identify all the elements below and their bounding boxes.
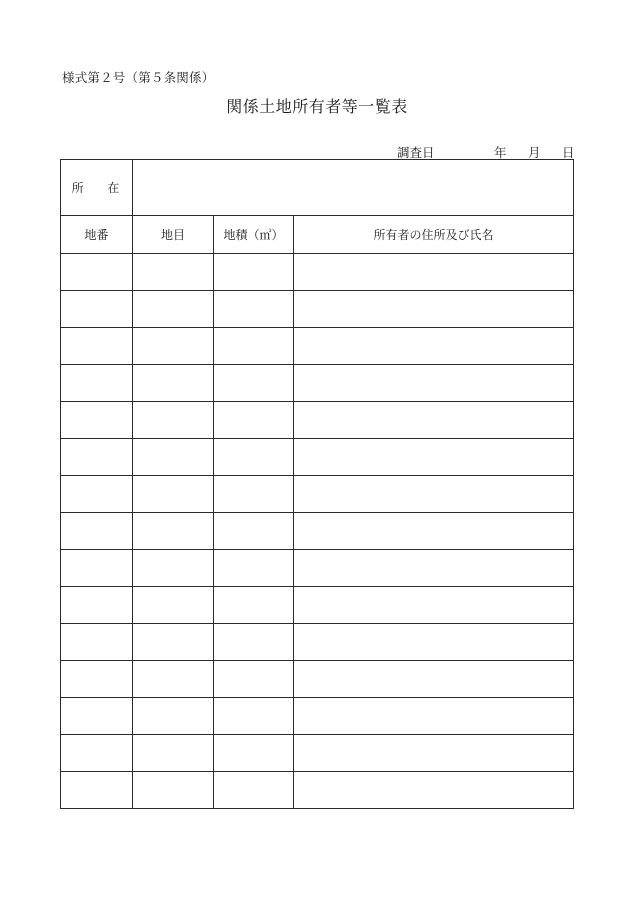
document-title: 関係土地所有者等一覧表 [226,97,408,116]
cell-area[interactable] [214,587,294,624]
table-row [61,624,574,661]
cell-owner[interactable] [294,439,574,476]
location-label: 所 在 [61,160,133,216]
survey-date-month: 月 [528,145,541,160]
cell-owner[interactable] [294,476,574,513]
cell-lot-number[interactable] [61,365,133,402]
cell-land-category[interactable] [133,513,214,550]
cell-area[interactable] [214,254,294,291]
cell-owner[interactable] [294,624,574,661]
table-row [61,735,574,772]
cell-land-category[interactable] [133,661,214,698]
cell-owner[interactable] [294,402,574,439]
cell-lot-number[interactable] [61,587,133,624]
landowner-table [60,159,574,809]
table-row [61,550,574,587]
cell-owner[interactable] [294,587,574,624]
cell-lot-number[interactable] [61,513,133,550]
cell-area[interactable] [214,772,294,809]
cell-land-category[interactable] [133,254,214,291]
table-row [61,661,574,698]
cell-owner[interactable] [294,550,574,587]
cell-area[interactable] [214,550,294,587]
cell-land-category[interactable] [133,291,214,328]
table-row [61,772,574,809]
cell-area[interactable] [214,513,294,550]
location-field[interactable] [133,160,574,216]
cell-land-category[interactable] [133,624,214,661]
table-row [61,513,574,550]
table-row [61,402,574,439]
cell-area[interactable] [214,661,294,698]
cell-land-category[interactable] [133,365,214,402]
survey-date-label: 調査日 [397,145,435,160]
cell-lot-number[interactable] [61,772,133,809]
cell-owner[interactable] [294,291,574,328]
header-lot-number: 地番 [61,216,133,254]
cell-area[interactable] [214,291,294,328]
cell-lot-number[interactable] [61,439,133,476]
table-row [61,439,574,476]
cell-area[interactable] [214,624,294,661]
cell-lot-number[interactable] [61,550,133,587]
cell-land-category[interactable] [133,772,214,809]
header-owner: 所有者の住所及び氏名 [294,216,574,254]
cell-land-category[interactable] [133,587,214,624]
table-row [61,587,574,624]
table-row [61,476,574,513]
cell-area[interactable] [214,698,294,735]
cell-owner[interactable] [294,661,574,698]
cell-owner[interactable] [294,513,574,550]
table-row [61,254,574,291]
cell-lot-number[interactable] [61,698,133,735]
cell-area[interactable] [214,735,294,772]
cell-area[interactable] [214,365,294,402]
table-row [61,365,574,402]
cell-land-category[interactable] [133,698,214,735]
survey-date-day: 日 [562,145,575,160]
cell-owner[interactable] [294,254,574,291]
cell-land-category[interactable] [133,550,214,587]
cell-lot-number[interactable] [61,254,133,291]
cell-area[interactable] [214,439,294,476]
survey-date-year: 年 [494,145,507,160]
cell-owner[interactable] [294,365,574,402]
table-row [61,698,574,735]
cell-land-category[interactable] [133,328,214,365]
cell-owner[interactable] [294,772,574,809]
cell-area[interactable] [214,476,294,513]
cell-owner[interactable] [294,698,574,735]
cell-lot-number[interactable] [61,735,133,772]
location-row [61,160,574,216]
cell-lot-number[interactable] [61,661,133,698]
cell-lot-number[interactable] [61,402,133,439]
cell-land-category[interactable] [133,735,214,772]
header-land-category: 地目 [133,216,214,254]
cell-lot-number[interactable] [61,328,133,365]
cell-area[interactable] [214,328,294,365]
header-area: 地積（㎡） [214,216,294,254]
cell-lot-number[interactable] [61,624,133,661]
form-number: 様式第２号（第５条関係） [62,70,215,85]
cell-land-category[interactable] [133,402,214,439]
cell-lot-number[interactable] [61,476,133,513]
survey-date-line [397,143,575,159]
cell-land-category[interactable] [133,476,214,513]
cell-owner[interactable] [294,735,574,772]
table-row [61,328,574,365]
cell-owner[interactable] [294,328,574,365]
table-row [61,291,574,328]
cell-lot-number[interactable] [61,291,133,328]
table-header-row [61,216,574,254]
cell-area[interactable] [214,402,294,439]
cell-land-category[interactable] [133,439,214,476]
